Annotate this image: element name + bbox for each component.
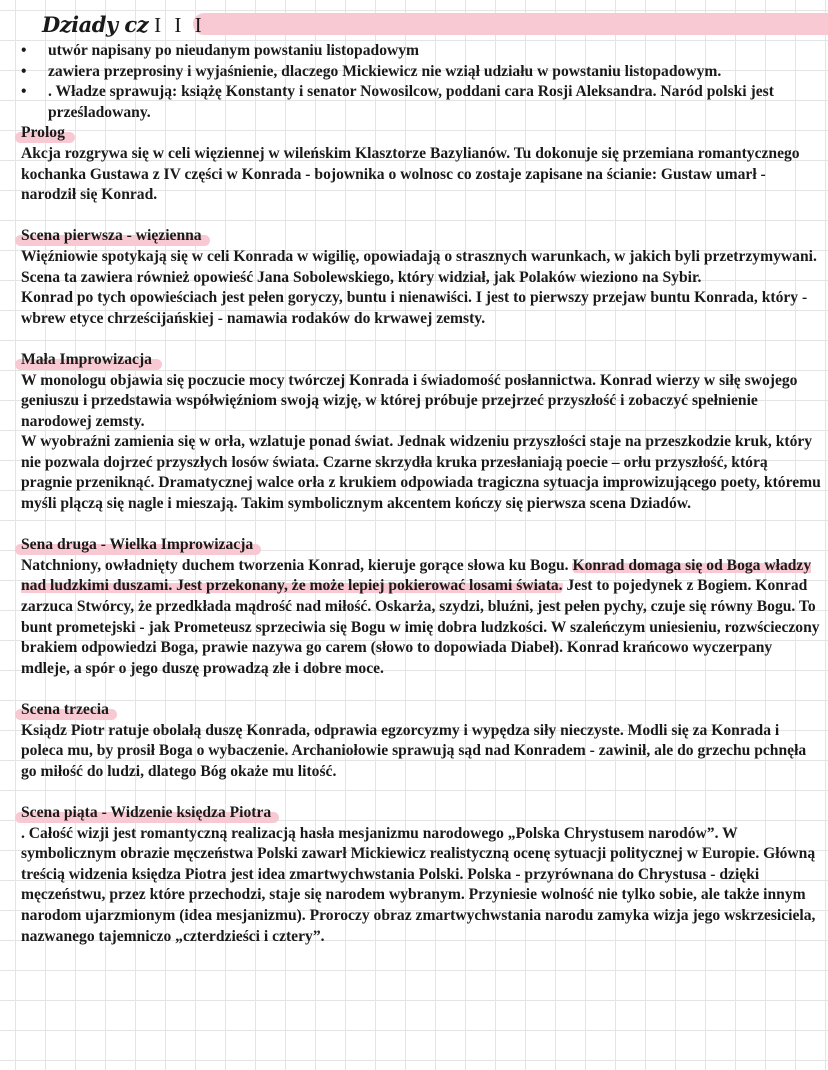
spacer <box>21 329 821 350</box>
section-heading: Mała Improwizacja <box>21 350 152 371</box>
spacer <box>21 206 821 227</box>
section-paragraph: Konrad po tych opowieściach jest pełen goryczy, buntu i nienawiści. I jest to pierwszy przejaw buntu Konrada, który - wbrew etyce chrześcijańskiej - namawia rodaków do krwawej zemsty. <box>21 289 808 327</box>
spacer <box>21 782 821 803</box>
section-paragraph <box>21 556 821 680</box>
paragraph-text: Natchniony, owładnięty duchem tworzenia Konrad, kieruje gorące słowa ku Bogu. <box>21 556 573 574</box>
intro-bullet-list <box>21 41 821 123</box>
section-scena-pierwsza <box>21 226 821 329</box>
section-heading: Prolog <box>21 123 65 144</box>
section-scena-piata <box>21 803 821 947</box>
highlighted-text: Konrad domaga się od Boga władzy nad ludzkimi duszami. Jest przekonany, że może lepiej pokierować losami świata. <box>21 556 812 595</box>
title-decoration-bar <box>193 13 828 35</box>
section-scena-trzecia <box>21 700 821 782</box>
bullet-text: . Władze sprawują: książę Konstanty i senator Nowosilcow, poddani cara Rosji Aleksandra. Naród polski jest prześladowany. <box>48 83 774 121</box>
section-paragraph: W monologu objawia się poczucie mocy twórczej Konrada i świadomość posłannictwa. Konrad wierzy w siłę swojego geniuszu i przedstawia współwięźniom swoją wizję, w której próbuje przejrzeć przyszłość i zobaczyć spełnienie narodowej zemsty. <box>21 371 798 430</box>
bullet-icon: • <box>21 62 27 80</box>
section-prolog <box>21 123 821 205</box>
spacer <box>21 679 821 700</box>
section-wielka-improwizacja <box>21 535 821 679</box>
bullet-icon: • <box>21 83 27 101</box>
section-mala-improwizacja <box>21 350 821 515</box>
bullet-text: utwór napisany po nieudanym powstaniu listopadowym <box>48 42 420 59</box>
section-heading: Scena piąta - Widzenie księdza Piotra <box>21 803 271 824</box>
page-title-numeral: I I I <box>154 13 206 37</box>
section-paragraph: W wyobraźni zamienia się w orła, wzlatuje ponad świat. Jednak widzeniu przyszłości staje na przeszkodzie kruk, który nie pozwala dojrzeć przyszłych losów świata. Czarne skrzydła kruka przesłaniają poecie – orłu przyszłość, którą pragnie przeniknąć. Dramatycznej walce orła z krukiem odpowiada tragiczna sytuacja improwizującego poety, któremu myśli plączą się nagle i mieszają. Takim symbolicznym akcentem kończy się pierwsza scena Dziadów. <box>21 433 821 513</box>
section-heading: Sena druga - Wielka Improwizacja <box>21 535 253 556</box>
section-heading: Scena pierwsza - więzienna <box>21 226 202 247</box>
paragraph-text: Jest to pojedynek z Bogiem. Konrad zarzuca Stwórcy, że przedkłada mądrość nad miłość. Oskarża, szydzi, bluźni, jest pełen pychy, czuje się równy Bogu. To bunt prometejski - jak Prometeusz sprzeciwia się Bogu w imię dobra ludzkości. W szaleńczym uniesieniu, rozwścieczony brakiem odpowiedzi Boga, prawie nazywa go carem (słowo to dopowiada Diabeł). Konrad krańcowo wyczerpany mdleje, a spór o jego duszę prowadzą złe i dobre moce. <box>21 577 820 677</box>
section-heading: Scena trzecia <box>21 700 109 721</box>
section-paragraph: . Całość wizji jest romantyczną realizacją hasła mesjanizmu narodowego „Polska Chrystusem narodów”. W symbolicznym obrazie męczeństwa Polski zawarł Mickiewicz realistyczną ocenę sytuacji politycznej w Europie. Główną treścią widzenia księdza Piotra jest idea zmartwychwstania Polski. Polska - przyrównana do Chrystusa - dzięki męczeństwu, przez które przechodzi, staje się narodem wybranym. Przyniesie wolność nie tylko sobie, ale także innym narodom ujarzmionym (idea mesjanizmu). Proroczy obraz zmartwychwstania narodu zamyka wizja jego wskrzesiciela, nazwanego tajemniczo „czterdzieści i cztery”. <box>21 824 816 945</box>
bullet-item <box>21 82 821 123</box>
note-content <box>21 41 821 947</box>
section-paragraph: Ksiądz Piotr ratuje obolałą duszę Konrada, odprawia egzorcyzmy i wypędza siły nieczyste. Modli się za Konrada i poleca mu, by prosił Boga o wybaczenie. Archaniołowie sprawują sąd nad Konradem - zawinił, ale do grzechu pchnęła go miłość do ludzi, dlatego Bóg okaże mu litość. <box>21 721 807 780</box>
bullet-icon: • <box>21 42 27 59</box>
page-title-script: Dziady cz <box>42 12 149 37</box>
spacer <box>21 515 821 536</box>
section-paragraph: Więźniowie spotykają się w celi Konrada w wigilię, opowiadają o strasznych warunkach, w jakich byli przetrzymywani. Scena ta zawiera również opowieść Jana Sobolewskiego, który widział, jak Polaków wieziono na Sybir. <box>21 247 817 286</box>
section-paragraph: Akcja rozgrywa się w celi więziennej w wileńskim Klasztorze Bazylianów. Tu dokonuje się przemiana romantycznego kochanka Gustawa z IV części w Konrada - bojownika o wolnosc co zostaje zapisane na ścianie: Gustaw umarł - narodził się Konrad. <box>21 144 800 204</box>
bullet-item <box>21 62 821 83</box>
bullet-text: zawiera przeprosiny i wyjaśnienie, dlaczego Mickiewicz nie wziął udziału w powstaniu listopadowym. <box>48 62 722 80</box>
bullet-item <box>21 41 821 62</box>
page-title <box>42 12 206 38</box>
